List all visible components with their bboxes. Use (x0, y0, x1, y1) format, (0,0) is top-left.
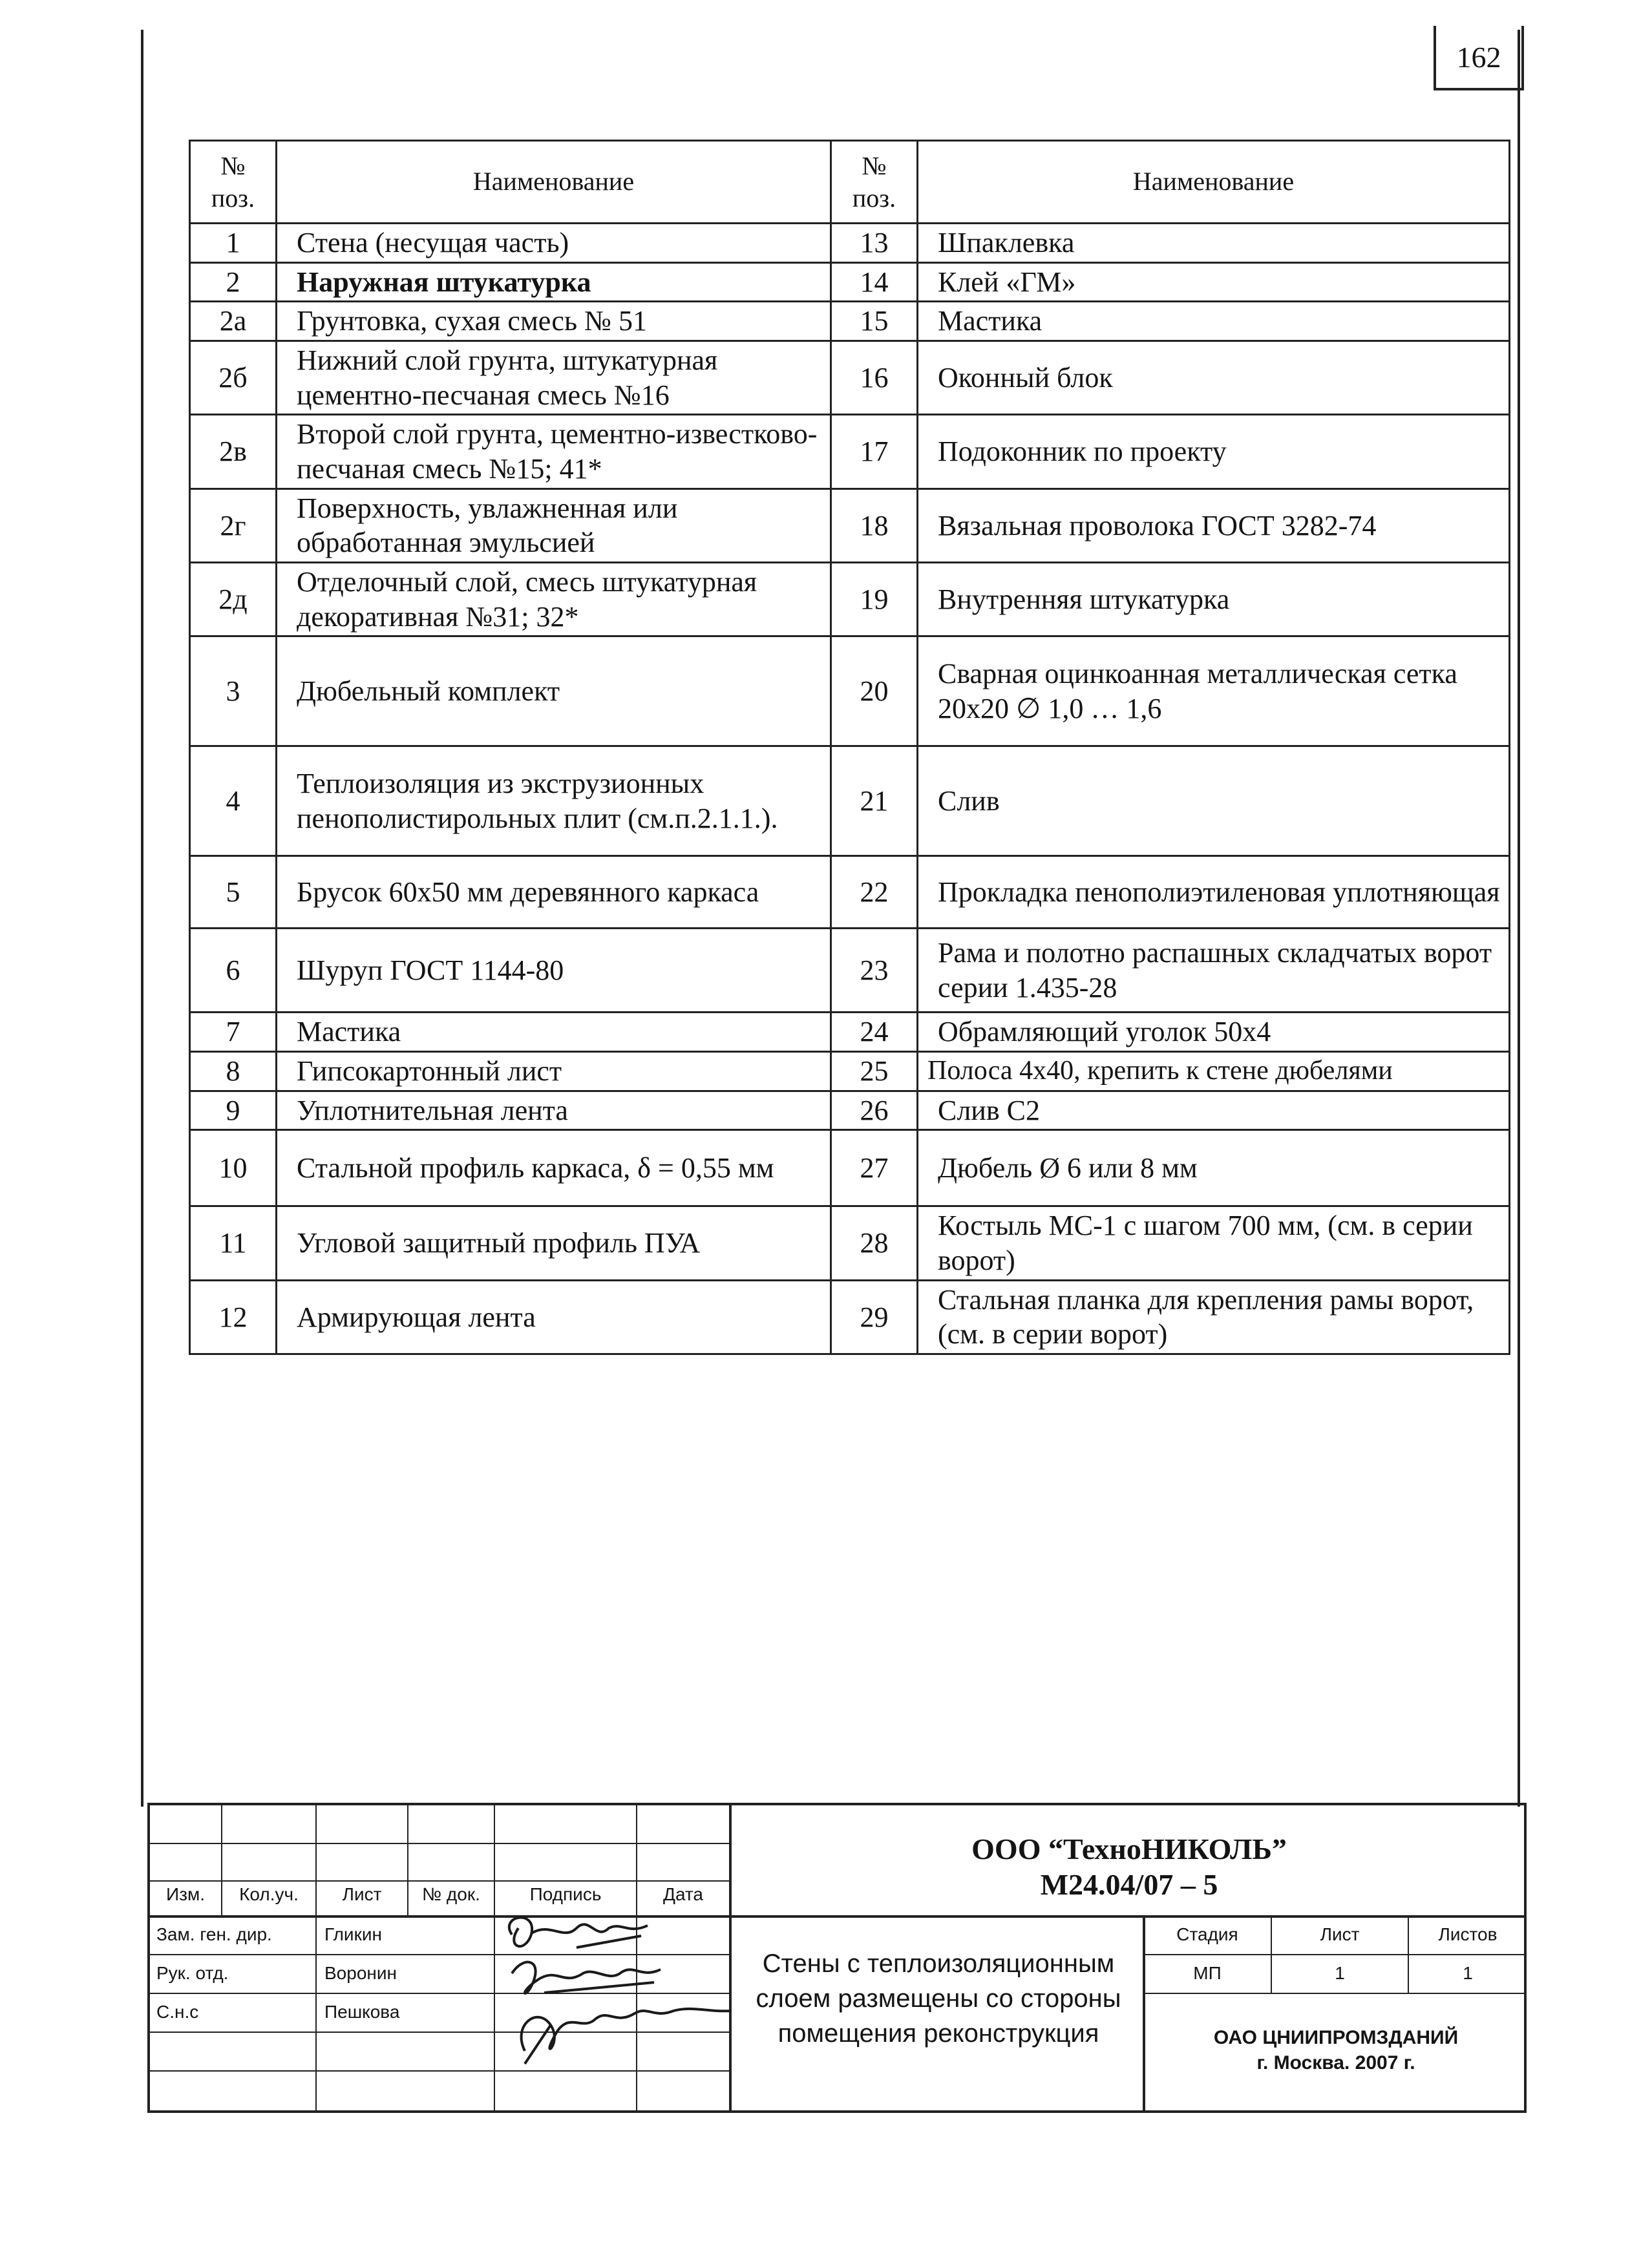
pos-right: 19 (831, 563, 918, 636)
pos-right: 16 (831, 341, 918, 415)
name-left: Грунтовка, сухая смесь № 51 (277, 302, 831, 341)
name-left: Отделочный слой, смесь штукатурная декоративная №31; 32* (277, 563, 831, 636)
pos-left: 1 (190, 224, 277, 263)
name-right: Слив (918, 746, 1510, 856)
name-left: Дюбельный комплект (277, 636, 831, 746)
name-left: Нижний слой грунта, штукатурная цементно-песчаная смесь №16 (277, 341, 831, 415)
table-row (190, 636, 1510, 746)
name-right: Полоса 4х40, крепить к стене дюбелями (918, 1052, 1510, 1091)
name-left: Наружная штукатурка (277, 262, 831, 302)
pos-left: 7 (190, 1013, 277, 1052)
pos-left: 2 (190, 262, 277, 302)
table-row (190, 1280, 1510, 1354)
name-left: Гипсокартонный лист (277, 1052, 831, 1091)
table-row (190, 856, 1510, 929)
table-row (190, 1052, 1510, 1091)
name-right: Прокладка пенополиэтиленовая уплотняющая (918, 856, 1510, 929)
executing-organization (1145, 2025, 1527, 2075)
pos-right: 21 (831, 746, 918, 856)
grid-line (150, 1843, 729, 1844)
pos-right: 25 (831, 1052, 918, 1091)
pos-left: 3 (190, 636, 277, 746)
name-left: Второй слой грунта, цементно-известково-песчаная смесь №15; 41* (277, 415, 831, 488)
pos-right: 15 (831, 302, 918, 341)
table-row (190, 746, 1510, 856)
table-row (190, 1091, 1510, 1130)
organization-name: ООО “ТехноНИКОЛЬ” (971, 1832, 1287, 1865)
sheets-header: Листов (1438, 1924, 1498, 1944)
grid-line (1144, 1954, 1527, 1955)
pos-right: 18 (831, 488, 918, 562)
pos-right: 29 (831, 1280, 918, 1354)
name-right: Дюбель Ø 6 или 8 мм (918, 1130, 1510, 1206)
col-header-list: Лист (342, 1884, 382, 1904)
grid-line (150, 1880, 729, 1882)
name-left: Армирующая лента (277, 1280, 831, 1354)
header-pos-left: № поз. (190, 141, 277, 224)
stage-header: Стадия (1176, 1924, 1238, 1944)
header-name-left: Наименование (277, 141, 831, 224)
role-label: С.н.с (156, 2002, 199, 2022)
pos-left: 12 (190, 1280, 277, 1354)
pos-right: 17 (831, 415, 918, 488)
header-name-right: Наименование (918, 141, 1510, 224)
table-row (190, 929, 1510, 1013)
pos-right: 22 (831, 856, 918, 929)
name-left: Угловой защитный профиль ПУА (277, 1206, 831, 1280)
table-row (190, 563, 1510, 636)
pos-left: 11 (190, 1206, 277, 1280)
table-row (190, 488, 1510, 562)
pos-left: 5 (190, 856, 277, 929)
pos-left: 2в (190, 415, 277, 488)
name-right: Шпаклевка (918, 224, 1510, 263)
name-right: Стальная планка для крепления рамы ворот, (см. в серии ворот) (918, 1280, 1510, 1354)
table-row (190, 262, 1510, 302)
name-right: Костыль МС-1 с шагом 700 мм, (см. в серии ворот) (918, 1206, 1510, 1280)
role-label: Рук. отд. (156, 1963, 229, 1983)
col-header-kol-uch: Кол.уч. (239, 1884, 299, 1904)
document-title: Стены с теплоизоляционным слоем размещены со стороны помещения реконструкция (756, 1949, 1121, 2048)
col-header-signature: Подпись (529, 1884, 602, 1904)
pos-left: 9 (190, 1091, 277, 1130)
pos-left: 2а (190, 302, 277, 341)
sheets-value: 1 (1463, 1963, 1473, 1983)
name-right: Клей «ГМ» (918, 262, 1510, 302)
table-row (190, 415, 1510, 488)
pos-right: 20 (831, 636, 918, 746)
table-row (190, 341, 1510, 415)
name-right: Рама и полотно распашных складчатых ворот серии 1.435-28 (918, 929, 1510, 1013)
sheet-header: Лист (1320, 1924, 1360, 1944)
frame-right-line (1518, 30, 1520, 1807)
handwritten-signatures (486, 1902, 745, 2077)
table-row (190, 1206, 1510, 1280)
name-right: Мастика (918, 302, 1510, 341)
pos-left: 2г (190, 488, 277, 562)
document-code: М24.04/07 – 5 (1040, 1868, 1218, 1902)
col-header-date: Дата (662, 1884, 703, 1904)
grid-line (315, 1805, 317, 2110)
table-row (190, 224, 1510, 263)
table-row (190, 1130, 1510, 1206)
role-label: Зам. ген. дир. (156, 1924, 272, 1944)
executing-organization-name: ОАО ЦНИИПРОМЗДАНИЙ (1213, 2027, 1459, 2048)
name-right: Оконный блок (918, 341, 1510, 415)
grid-line (150, 1915, 1527, 1918)
pos-right: 26 (831, 1091, 918, 1130)
pos-left: 2д (190, 563, 277, 636)
name-left: Шуруп ГОСТ 1144-80 (277, 929, 831, 1013)
spec-table (189, 140, 1510, 1355)
name-left: Мастика (277, 1013, 831, 1052)
sheet-value: 1 (1335, 1963, 1345, 1983)
header-pos-right: № поз. (831, 141, 918, 224)
pos-left: 8 (190, 1052, 277, 1091)
pos-left: 6 (190, 929, 277, 1013)
pos-right: 28 (831, 1206, 918, 1280)
table-row (190, 302, 1510, 341)
pos-right: 27 (831, 1130, 918, 1206)
name-right: Сварная оцинкоанная металлическая сетка 20х20 ∅ 1,0 … 1,6 (918, 636, 1510, 746)
title-block (147, 1803, 1527, 2113)
name-right: Вязальная проволока ГОСТ 3282-74 (918, 488, 1510, 562)
person-name: Гликин (324, 1924, 382, 1944)
name-right: Подоконник по проекту (918, 415, 1510, 488)
person-name: Воронин (324, 1963, 397, 1983)
name-left: Теплоизоляция из экструзионных пенополистирольных плит (см.п.2.1.1.). (277, 746, 831, 856)
col-header-doc: № док. (422, 1884, 480, 1904)
pos-left: 4 (190, 746, 277, 856)
stage-value: МП (1193, 1963, 1222, 1983)
org-title-block (732, 1831, 1527, 1902)
name-left: Уплотнительная лента (277, 1091, 831, 1130)
grid-line (1144, 1993, 1527, 1994)
page-number: 162 (1434, 26, 1524, 90)
city-year: г. Москва. 2007 г. (1256, 2052, 1415, 2074)
table-header-row (190, 141, 1510, 224)
pos-left: 2б (190, 341, 277, 415)
name-left: Стальной профиль каркаса, δ = 0,55 мм (277, 1130, 831, 1206)
name-left: Брусок 60х50 мм деревянного каркаса (277, 856, 831, 929)
name-left: Стена (несущая часть) (277, 224, 831, 263)
pos-right: 23 (831, 929, 918, 1013)
pos-right: 14 (831, 262, 918, 302)
name-right: Обрамляющий уголок 50х4 (918, 1013, 1510, 1052)
col-header-izm: Изм. (166, 1884, 205, 1904)
pos-right: 24 (831, 1013, 918, 1052)
pos-right: 13 (831, 224, 918, 263)
name-left: Поверхность, увлажненная или обработанная эмульсией (277, 488, 831, 562)
frame-left-line (141, 30, 143, 1807)
name-right: Слив С2 (918, 1091, 1510, 1130)
table-row (190, 1013, 1510, 1052)
name-right: Внутренняя штукатурка (918, 563, 1510, 636)
pos-left: 10 (190, 1130, 277, 1206)
person-name: Пешкова (324, 2002, 400, 2022)
